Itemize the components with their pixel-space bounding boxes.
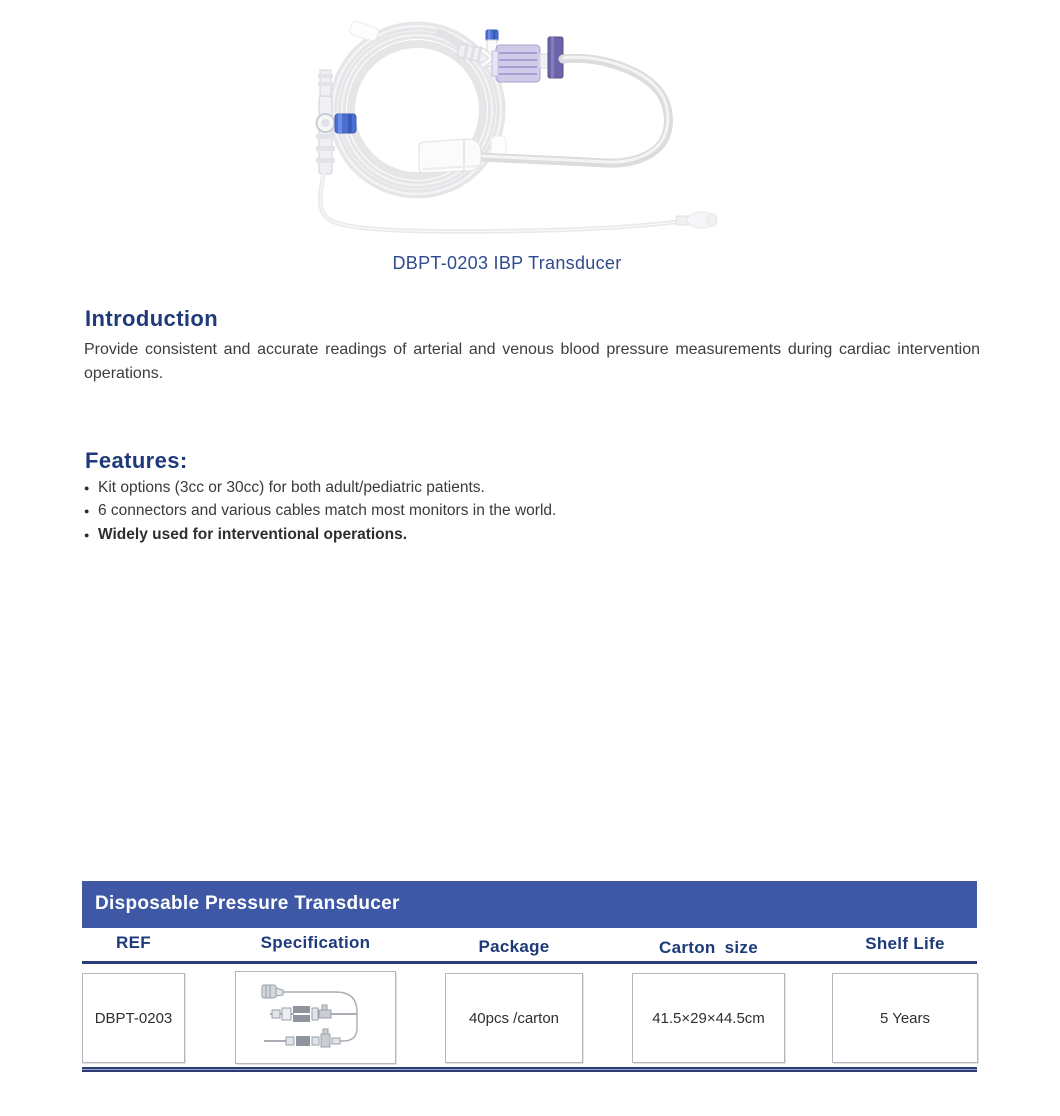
features-list: [84, 476, 784, 546]
column-header-shelf-life: Shelf Life: [865, 934, 945, 953]
table-cell-carton-size: [632, 973, 785, 1063]
table-cell-ref: [82, 973, 185, 1063]
product-photo-icon: [278, 6, 723, 238]
column-header-package: Package: [478, 937, 550, 956]
package-value: 40pcs /carton: [468, 1009, 560, 1027]
carton-size-value: 41.5×29×44.5cm: [652, 1009, 765, 1027]
product-title: DBPT-0203 IBP Transducer: [392, 253, 622, 273]
introduction-heading: Introduction: [85, 306, 219, 331]
column-header-ref: REF: [116, 933, 151, 952]
table-cell-shelf-life: [832, 973, 978, 1063]
introduction-body: Provide consistent and accurate readings of arterial and venous blood pressure measurements during cardiac intervention operations.: [84, 341, 980, 382]
column-header-carton-size: Carton size: [659, 938, 758, 957]
table-cell-specification: [235, 971, 396, 1064]
table-cell-package: [445, 973, 583, 1063]
table-title-bar: [82, 881, 977, 928]
column-header-specification: Specification: [260, 933, 371, 952]
table-title: Disposable Pressure Transducer: [95, 893, 400, 914]
feature-item: ● 6 connectors and various cables match most monitors in the world.: [84, 499, 784, 522]
ref-value: DBPT-0203: [94, 1009, 173, 1027]
features-heading: Features:: [85, 448, 188, 473]
shelf-life-value: 5 Years: [879, 1009, 931, 1027]
feature-item: ● Kit options (3cc or 30cc) for both adult/pediatric patients.: [84, 476, 784, 499]
feature-item: ● Widely used for interventional operations.: [84, 523, 784, 546]
table-bottom-rule: [82, 1067, 977, 1072]
table-header-rule: [82, 961, 977, 964]
transducer-line-drawing-icon: [236, 972, 395, 1063]
